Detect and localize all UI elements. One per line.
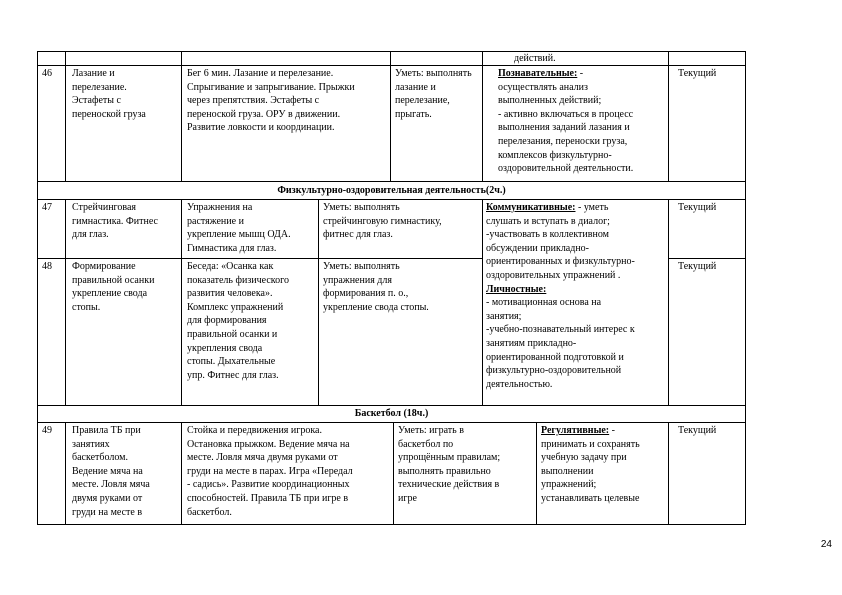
- table-rule: [37, 181, 746, 182]
- table-cell-topic: Стрейчинговая гимнастика. Фитнес для глаз.: [72, 202, 158, 241]
- uud-text: - уметь слушать и вступать в диалог; -участвовать в коллективном обсуждении прикладно- ориентированных и физкультурно- оздоровительных упражнений .: [486, 202, 635, 281]
- table-cell-uud: [541, 424, 667, 524]
- table-cell-skills: Уметь: выполнять упражнения для формирования п. о., укрепление свода стопы.: [323, 261, 429, 313]
- table-cell-skills: Уметь: играть в баскетбол по упрощённым правилам; выполнять правильно технические действия в игре: [398, 425, 501, 504]
- table-cell-uud: [486, 201, 666, 391]
- table-rule: [65, 422, 66, 525]
- table-rule: [37, 422, 746, 423]
- table-cell-control: Текущий: [678, 68, 717, 79]
- table-cell-uud: [498, 67, 666, 176]
- table-rule: [668, 51, 669, 182]
- table-rule: [181, 51, 182, 182]
- table-rule: [37, 405, 746, 406]
- table-cell-number: 48: [42, 261, 52, 272]
- table-cell-number: 46: [42, 68, 52, 79]
- table-cell-topic: Правила ТБ при занятиях баскетболом. Ведение мяча на месте. Ловля мяча двумя руками от груди на месте в: [72, 425, 150, 518]
- table-rule: [668, 258, 746, 259]
- table-cell-control: Текущий: [678, 202, 717, 213]
- table-cell-number: 47: [42, 202, 52, 213]
- table-rule: [668, 422, 669, 525]
- uud-heading: Регулятивные:: [541, 425, 610, 436]
- uud-heading: Личностные:: [486, 283, 547, 295]
- table-rule: [745, 51, 746, 525]
- table-rule: [318, 199, 319, 406]
- table-rule: [181, 199, 182, 406]
- table-cell-content: Стойка и передвижения игрока. Остановка прыжком. Ведение мяча на месте. Ловля мяча двумя руками от груди на месте в парах. Игра «Передал - садись». Развитие координационных способностей. Правила ТБ при игре в баскетбол.: [187, 425, 353, 518]
- table-rule: [668, 199, 669, 406]
- table-rule: [181, 422, 182, 525]
- table-rule: [37, 258, 482, 259]
- table-cell-topic: Лазание и перелезание. Эстафеты с переноской груза: [72, 68, 146, 120]
- table-cell-control: Текущий: [678, 261, 717, 272]
- table-rule: [393, 422, 394, 525]
- table-rule: [65, 51, 66, 182]
- uud-text: - мотивационная основа на занятия; -учебно-познавательный интерес к занятиям прикладно- ориентированной подготовкой и физкультурно-оздоровительной деятельностью.: [486, 297, 635, 390]
- table-rule: [390, 51, 391, 182]
- table-rule: [65, 199, 66, 406]
- table-cell-content: Беседа: «Осанка как показатель физического развития человека». Комплекс упражнений для формирования правильной осанки и укрепления свода стопы. Дыхательные упр. Фитнес для глаз.: [187, 261, 289, 381]
- section-heading: Баскетбол (18ч.): [354, 408, 429, 419]
- table-rule: [482, 51, 483, 182]
- uud-text: - осуществлять анализ выполненных действий; - активно включаться в процесс выполнения заданий лазания и перелезания, переноски груза, комплексов физкультурно- оздоровительной деятельности.: [498, 68, 634, 175]
- table-rule: [482, 199, 483, 406]
- table-rule: [37, 51, 38, 525]
- table-cell-uud: действий.: [514, 53, 556, 64]
- section-heading: Физкультурно-оздоровительная деятельность(2ч.): [277, 185, 506, 196]
- table-cell-content: Упражнения на растяжение и укрепление мышц ОДА. Гимнастика для глаз.: [187, 202, 291, 254]
- uud-heading: Познавательные:: [498, 68, 578, 79]
- table-rule: [37, 199, 746, 200]
- page-number: 24: [820, 539, 832, 550]
- table-cell-skills: Уметь: выполнять лазание и перелезание, прыгать.: [395, 68, 472, 120]
- uud-text: - принимать и сохранять учебную задачу при выполнении упражнений; устанавливать целевые: [541, 425, 640, 504]
- table-cell-skills: Уметь: выполнять стрейчинговую гимнастику, фитнес для глаз.: [323, 202, 442, 241]
- table-cell-number: 49: [42, 425, 52, 436]
- uud-heading: Коммуникативные:: [486, 202, 576, 213]
- table-cell-control: Текущий: [678, 425, 717, 436]
- table-rule: [37, 524, 746, 525]
- table-rule: [536, 422, 537, 525]
- table-cell-content: Бег 6 мин. Лазание и перелезание. Спрыгивание и запрыгивание. Прыжки через препятствия. Эстафеты с переноской груза. ОРУ в движении. Развитие ловкости и координации.: [187, 68, 355, 134]
- table-cell-topic: Формирование правильной осанки укрепление свода стопы.: [72, 261, 155, 313]
